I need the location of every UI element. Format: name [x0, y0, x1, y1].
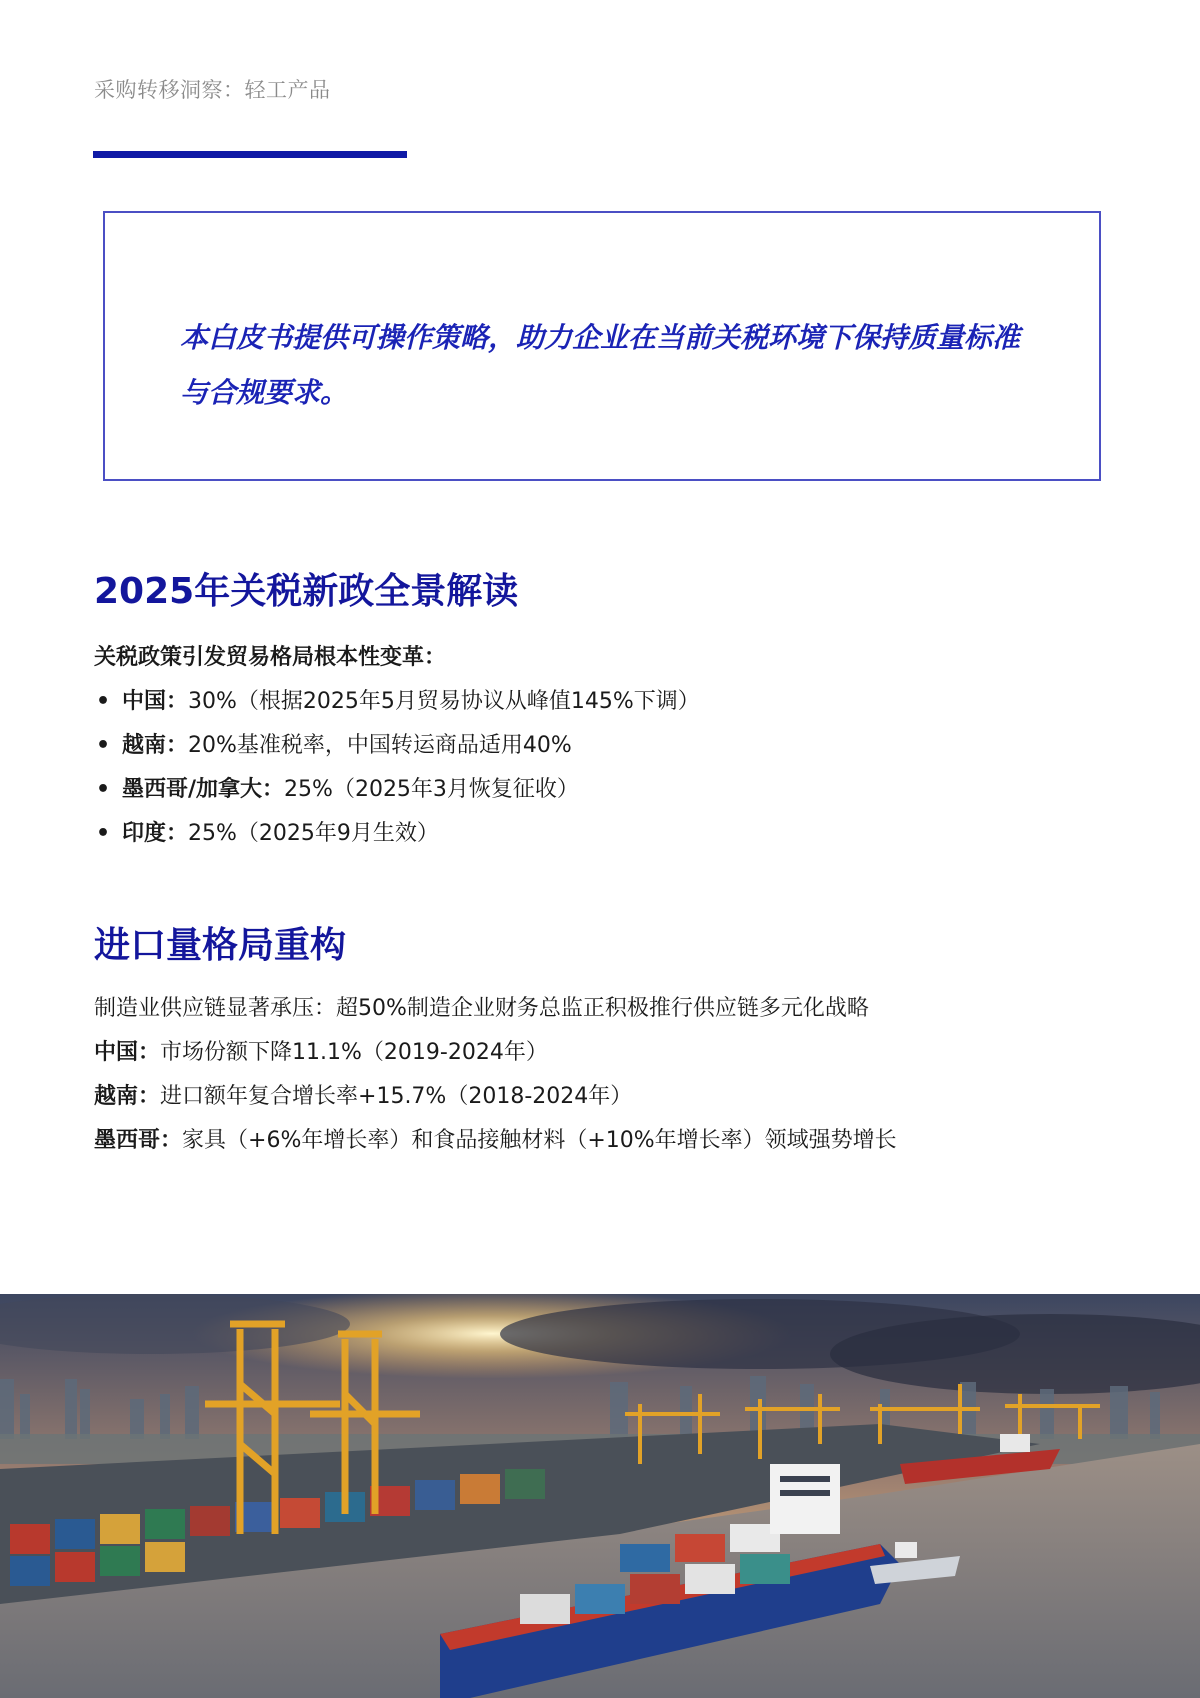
- header-label: 采购转移洞察：轻工产品: [94, 78, 331, 102]
- line-label: 中国：: [94, 1040, 161, 1065]
- tariff-list: [94, 680, 700, 856]
- bullet-icon: •: [96, 689, 111, 714]
- line-label: 墨西哥：: [94, 1128, 183, 1153]
- bullet-icon: •: [96, 821, 111, 846]
- port-photo: [0, 1294, 1200, 1698]
- bullet-icon: •: [96, 777, 111, 802]
- tariff-intro: 关税政策引发贸易格局根本性变革：: [94, 645, 447, 670]
- item-text: 25%（2025年3月恢复征收）: [284, 777, 579, 802]
- header-rule: [93, 151, 407, 158]
- import-lines: [94, 987, 897, 1163]
- line-text: 家具（+6%年增长率）和食品接触材料（+10%年增长率）领域强势增长: [182, 1128, 897, 1153]
- list-item: [94, 812, 700, 856]
- item-text: 30%（根据2025年5月贸易协议从峰值145%下调）: [188, 689, 700, 714]
- callout-text: 本白皮书提供可操作策略，助力企业在当前关税环境下保持质量标准与合规要求。: [180, 321, 1021, 409]
- tariff-section-heading: 2025年关税新政全景解读: [94, 571, 519, 612]
- import-line: [94, 1031, 897, 1075]
- item-label: 墨西哥/加拿大：: [122, 777, 285, 802]
- line-label: 越南：: [94, 1084, 161, 1109]
- import-line: [94, 1075, 897, 1119]
- list-item: [94, 724, 700, 768]
- list-item: [94, 768, 700, 812]
- bullet-icon: •: [96, 733, 111, 758]
- line-text: 进口额年复合增长率+15.7%（2018-2024年）: [160, 1084, 633, 1109]
- import-section-heading: 进口量格局重构: [94, 925, 347, 966]
- item-label: 印度：: [122, 821, 189, 846]
- callout-box: [103, 211, 1101, 481]
- import-line: [94, 1119, 897, 1163]
- item-text: 25%（2025年9月生效）: [188, 821, 439, 846]
- item-text: 20%基准税率，中国转运商品适用40%: [188, 733, 572, 758]
- list-item: [94, 680, 700, 724]
- import-intro: 制造业供应链显著承压：超50%制造企业财务总监正积极推行供应链多元化战略: [94, 996, 869, 1021]
- item-label: 越南：: [122, 733, 189, 758]
- item-label: 中国：: [122, 689, 189, 714]
- line-text: 市场份额下降11.1%（2019-2024年）: [160, 1040, 548, 1065]
